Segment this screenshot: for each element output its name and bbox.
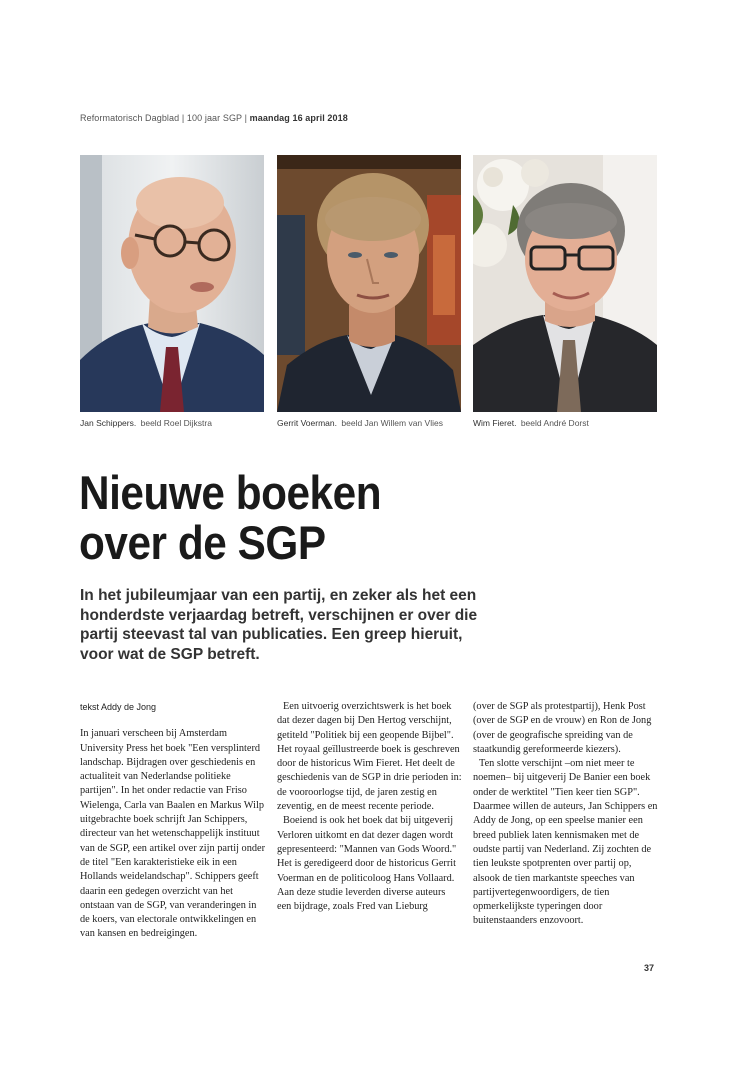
- paragraph: Boeiend is ook het boek dat bij uitgeverij Verloren uitkomt en dat dezer dagen wordt gepresenteerd: "Mannen van Gods Woord." Het is geredigeerd door de historicus Gerrit Voerman en de politicoloog Hans Vollaard. Aan deze studie leverden diverse auteurs een bijdrage, zoals Fred van Lieburg: [277, 815, 457, 913]
- page-number: 37: [644, 963, 655, 973]
- caption-name: Wim Fieret.: [473, 418, 517, 428]
- separator: |: [181, 113, 185, 123]
- photo-credit: beeld Roel Dijkstra: [140, 418, 212, 428]
- caption-gerrit-voerman: [277, 418, 443, 428]
- caption-name: Jan Schippers.: [80, 418, 137, 428]
- photo-credit: beeld André Dorst: [520, 418, 589, 428]
- photo-wim-fieret: [473, 155, 657, 412]
- article-title: [79, 468, 381, 568]
- caption-wim-fieret: [473, 418, 589, 428]
- paragraph: In januari verscheen bij Amsterdam University Press het boek "Een versplinterd landschap. Bijdragen over geschiedenis en actualiteit van Nederlandse politieke partijen". In het onder redactie van Friso Wielenga, Carla van Baalen en Markus Wilp uitgebrachte boek schrijft Jan Schippers, directeur van het wetenschappelijk instituut van de SGP, een artikel over zijn partij onder de titel "Een karakteristieke eik in een Hollands weidelandschap". Schippers geeft daarin een gedegen overzicht van het ontstaan van de SGP, van veranderingen in de koers, van electorale ontwikkelingen en van kansen en bedreigingen.: [80, 728, 266, 940]
- photo-gerrit-voerman: [277, 155, 461, 412]
- paragraph: (over de SGP als protestpartij), Henk Post (over de SGP en de vrouw) en Ron de Jong (over de geografische spreiding van de staatkundig gereformeerde kiezers).: [473, 701, 652, 755]
- section-name: 100 jaar SGP: [186, 113, 242, 123]
- article-column-1: [80, 700, 265, 942]
- article-column-3: [473, 700, 658, 929]
- separator: |: [244, 113, 248, 123]
- title-line-1: Nieuwe boeken: [79, 466, 382, 519]
- paragraph: Ten slotte verschijnt –om niet meer te noemen– bij uitgeverij De Banier een boek onder de werktitel "Tien keer tien SGP". Daarmee willen de auteurs, Jan Schippers en Addy de Jong, op een speelse manier een breed publiek laten kennismaken met de oudste partij van Nederland. Zij zochten de tien leukste spotprenten over partij op, alsook de tien markantste speeches van partijvertegenwoordigers, de tien opmerkelijkste typeringen door buitenstaanders enzovoort.: [473, 758, 658, 927]
- article-column-2: [277, 700, 462, 914]
- title-line-2: over de SGP: [79, 516, 326, 569]
- paragraph: Een uitvoerig overzichtswerk is het boek dat dezer dagen bij Den Hertog verschijnt, getiteld "Politiek bij een geopende Bijbel". Het royaal geïllustreerde boek is geschreven door de historicus Wim Fieret. Het deelt de geschiedenis van de SGP in drie perioden in: de vooroorlogse tijd, de jaren zestig en zeventig, en de meest recente periode.: [277, 701, 462, 813]
- photo-jan-schippers: [80, 155, 264, 412]
- publication-name: Reformatorisch Dagblad: [80, 113, 180, 123]
- byline: tekst Addy de Jong: [80, 702, 157, 712]
- issue-date: maandag 16 april 2018: [249, 113, 348, 123]
- caption-name: Gerrit Voerman.: [277, 418, 337, 428]
- article-lead: In het jubileumjaar van een partij, en zeker als het een honderdste verjaardag betreft, verschijnen er over die partij steevast tal van publicaties. Een greep hieruit, voor wat de SGP betreft.: [80, 587, 478, 663]
- photo-credit: beeld Jan Willem van Vlies: [341, 418, 443, 428]
- caption-jan-schippers: [80, 418, 212, 428]
- running-header: [80, 113, 348, 123]
